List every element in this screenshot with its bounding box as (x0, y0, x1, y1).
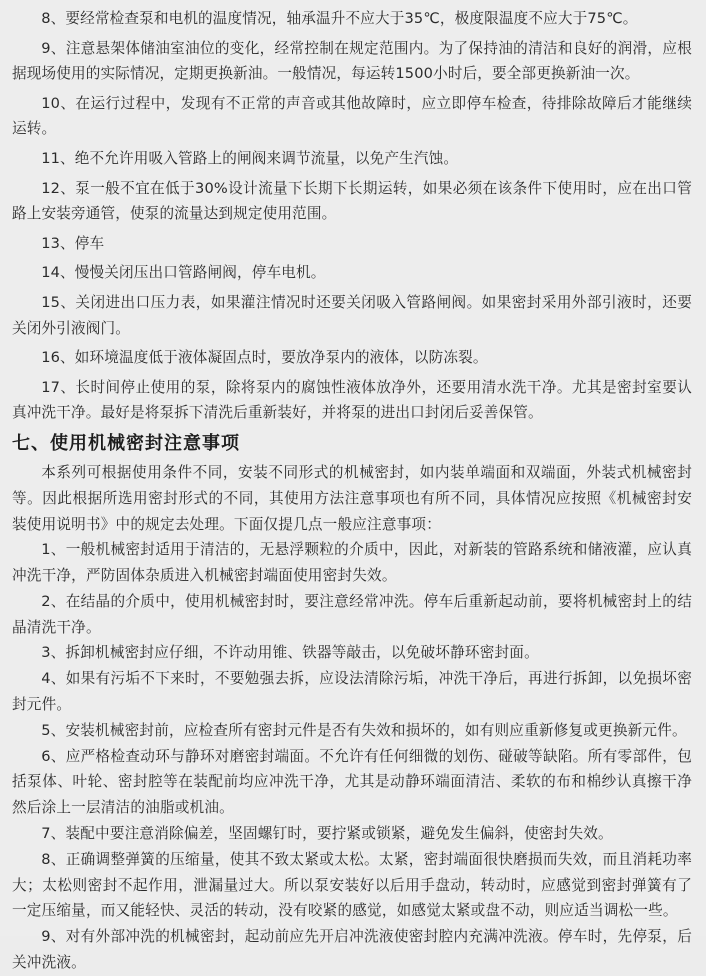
seal-note-3: 3、拆卸机械密封应仔细，不许动用锥、铁器等敲击，以免破坏静环密封面。 (41, 644, 539, 662)
seal-note-9: 9、对有外部冲洗的机械密封，起动前应先开启冲洗液使密封腔内充满冲洗液。停车时，先停泵，后关冲洗液。 (12, 928, 692, 972)
seal-note-4: 4、如果有污垢不下来时，不要勉强去拆，应设法清除污垢，冲洗干净后，再进行拆卸，以免损坏密封元件。 (12, 670, 692, 714)
paragraph-item-13: 13、停车 (41, 234, 105, 252)
seal-note-8: 8、正确调整弹簧的压缩量，使其不致太紧或太松。太紧，密封端面很快磨损而失效，而且消耗功率大；太松则密封不起作用，泄漏量过大。所以泵安装好以后用手盘动，转动时，应感觉到密封弹簧有了一定压缩量，而又能轻快、灵活的转动，没有咬紧的感觉，如感觉太紧或盘不动，则应适当调松一些。 (12, 850, 692, 920)
paragraph-item-10: 10、在运行过程中，发现有不正常的声音或其他故障时，应立即停车检查，待排除故障后才能继续运转。 (12, 94, 692, 138)
seal-note-2: 2、在结晶的介质中，使用机械密封时，要注意经常冲洗。停车后重新起动前，要将机械密封上的结晶清洗干净。 (12, 592, 692, 636)
seal-note-1: 1、一般机械密封适用于清洁的，无悬浮颗粒的介质中，因此，对新装的管路系统和储液灌，应认真冲洗干净，严防固体杂质进入机械密封端面使用密封失效。 (12, 541, 692, 585)
seal-note-5: 5、安装机械密封前，应检查所有密封元件是否有失效和损坏的，如有则应重新修复或更换新元件。 (41, 721, 687, 739)
section-intro: 本系列可根据使用条件不同，安装不同形式的机械密封，如内装单端面和双端面，外装式机械密封等。因此根据所选用密封形式的不同，其使用方法注意事项也有所不同，具体情况应按照《机械密封安装使用说明书》中的规定去处理。下面仅提几点一般应注意事项： (12, 463, 692, 533)
paragraph-item-14: 14、慢慢关闭压出口管路闸阀，停车电机。 (41, 264, 326, 282)
paragraph-item-9: 9、注意悬架体储油室油位的变化，经常控制在规定范围内。为了保持油的清洁和良好的润滑，应根据现场使用的实际情况，定期更换新油。一般情况，每运转1500小时后，要全部更换新油一次。 (12, 39, 692, 83)
paragraph-item-11: 11、绝不允许用吸入管路上的闸阀来调节流量，以免产生汽蚀。 (41, 149, 459, 167)
paragraph-item-16: 16、如环境温度低于液体凝固点时，要放净泵内的液体，以防冻裂。 (41, 349, 488, 367)
paragraph-item-17: 17、长时间停止使用的泵，除将泵内的腐蚀性液体放净外，还要用清水洗干净。尤其是密封室要认真冲洗干净。最好是将泵拆下清洗后重新装好，并将泵的进出口封闭后妥善保管。 (12, 378, 692, 422)
paragraph-item-8: 8、要经常检查泵和电机的温度情况，轴承温升不应大于35℃，极度限温度不应大于75℃。 (41, 10, 638, 27)
seal-note-7: 7、装配中要注意消除偏差，坚固螺钉时，要拧紧或锁紧，避免发生偏斜，使密封失效。 (41, 825, 613, 843)
section-heading: 七、使用机械密封注意事项 (12, 432, 240, 454)
seal-note-6: 6、应严格检查动环与静环对磨密封端面。不允许有任何细微的划伤、碰破等缺陷。所有零部件，包括泵体、叶轮、密封腔等在装配前均应冲洗干净，尤其是动静环端面清洁、柔软的布和棉纱认真擦干净然后涂上一层清洁的油脂或机油。 (12, 747, 692, 817)
paragraph-item-15: 15、关闭进出口压力表，如果灌注情况时还要关闭吸入管路闸阀。如果密封采用外部引液时，还要关闭外引液阀门。 (12, 293, 692, 337)
paragraph-item-12: 12、泵一般不宜在低于30%设计流量下长期下长期运转，如果必须在该条件下使用时，应在出口管路上安装旁通管，使泵的流量达到规定使用范围。 (12, 179, 692, 223)
